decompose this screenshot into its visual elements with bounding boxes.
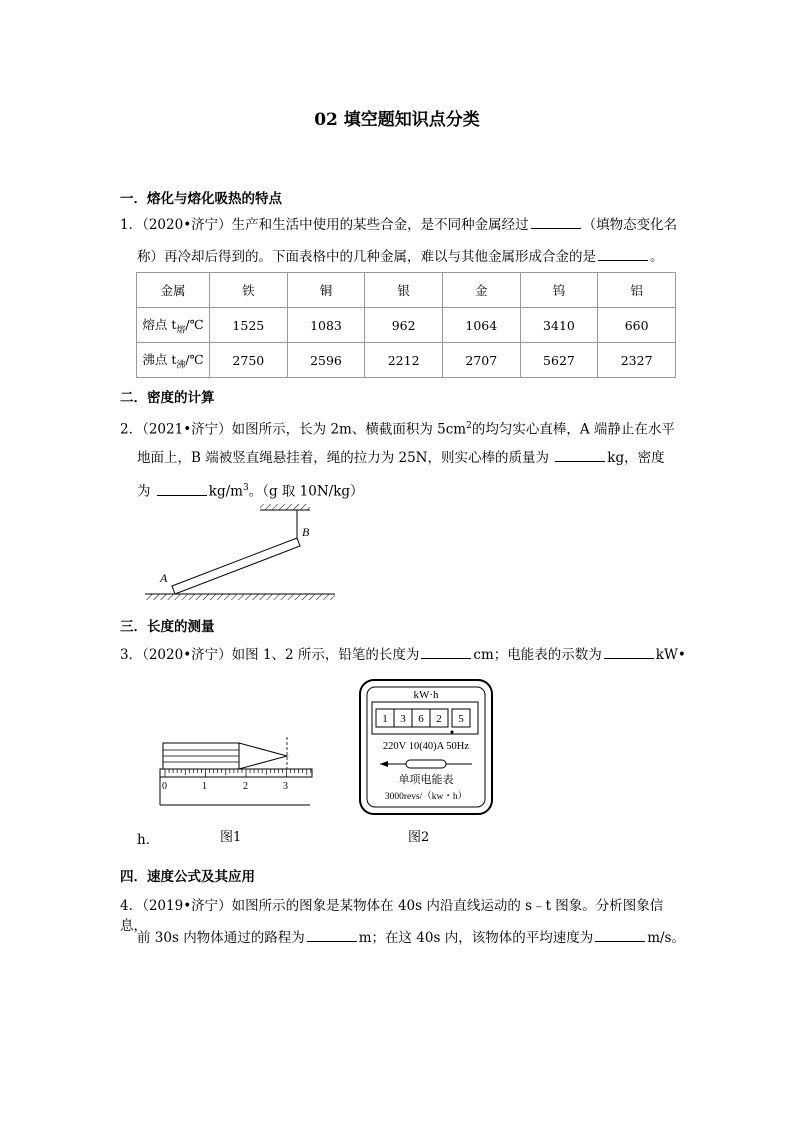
- figure-2-caption: 图2: [408, 830, 430, 845]
- ceiling-hatch: [260, 504, 310, 510]
- meter-digit: 5: [458, 713, 464, 725]
- table-header-row: [137, 273, 676, 308]
- meter-digit: 3: [400, 713, 406, 725]
- electric-meter-figure: [358, 678, 494, 816]
- question-1-line-2: [137, 247, 687, 267]
- table-header-cell: 金: [442, 273, 520, 308]
- q3-blank-length[interactable]: [421, 646, 471, 659]
- boiling-point-label: 沸点 $t_沸/℃$: [137, 343, 210, 378]
- label-b: B: [302, 525, 310, 539]
- meter-unit: kW·h: [413, 689, 439, 701]
- q3-blank-meter[interactable]: [604, 646, 654, 659]
- q2-sup-2: 2: [466, 421, 472, 431]
- ground-hatch: [145, 594, 335, 600]
- q1-text-d: 。: [650, 249, 664, 265]
- table-cell: 1083: [287, 308, 365, 343]
- table-cell: 2707: [442, 343, 520, 378]
- table-cell: 5627: [520, 343, 598, 378]
- meter-digit: 2: [436, 713, 442, 725]
- page-title: 02 填空题知识点分类: [314, 110, 480, 130]
- metal-properties-table: [136, 272, 676, 378]
- table-cell: 660: [598, 308, 676, 343]
- section-heading-density: 二．密度的计算: [120, 390, 215, 406]
- q2-text-e: 为: [137, 483, 151, 500]
- meter-name: 单项电能表: [398, 773, 454, 786]
- rod: [172, 538, 300, 594]
- table-cell: 962: [365, 308, 443, 343]
- label-a: A: [160, 571, 168, 585]
- pencil-tip: [239, 743, 287, 769]
- table-header-cell: 钨: [520, 273, 598, 308]
- table-header-cell: 铁: [210, 273, 288, 308]
- q4-blank-speed[interactable]: [595, 929, 645, 942]
- question-2-line-3: [137, 478, 687, 502]
- q1-text-b: （填物态变化名: [582, 217, 678, 233]
- q2-text-f: kg/m: [208, 483, 243, 500]
- ruler-label-0: 0: [162, 781, 167, 792]
- q1-text-a: 1．（2020•济宁）生产和生活中使用的某些合金，是不同种金属经过: [120, 217, 529, 233]
- q2-text-c: 地面上，B 端被竖直绳悬挂着，绳的拉力为 25N，则实心棒的质量为: [137, 450, 549, 466]
- q3-text-c: kW•: [655, 647, 686, 663]
- q1-text-c: 称）再冷却后得到的。下面表格中的几种金属，难以与其他金属形成合金的是: [137, 249, 596, 265]
- q2-text-a: 2．（2021•济宁）如图所示，长为 2m、横截面积为 5cm: [120, 421, 467, 438]
- q2-blank-mass[interactable]: [555, 449, 605, 462]
- table-cell: 1525: [210, 308, 288, 343]
- table-cell: 2750: [210, 343, 288, 378]
- pencil-ruler-figure: [155, 735, 315, 810]
- table-row-melting-point: [137, 308, 676, 343]
- ruler-label-2: 2: [243, 781, 248, 792]
- question-2-line-2: [137, 448, 687, 468]
- meter-spec: 220V 10(40)A 50Hz: [382, 741, 470, 752]
- table-cell: 2212: [365, 343, 443, 378]
- q1-blank-1[interactable]: [531, 216, 581, 229]
- table-cell: 3410: [520, 308, 598, 343]
- q4-text-a: 前 30s 内物体通过的路程为: [137, 930, 305, 946]
- section-heading-melting: 一．熔化与熔化吸热的特点: [120, 191, 282, 207]
- table-header-cell: 铝: [598, 273, 676, 308]
- table-header-cell: 金属: [137, 273, 210, 308]
- ruler: [160, 769, 312, 777]
- ruler-label-1: 1: [202, 781, 207, 792]
- q3-text-b: cm；电能表的示数为: [473, 647, 602, 663]
- ruler-label-3: 3: [283, 781, 288, 792]
- q2-text-d: kg，密度: [607, 450, 665, 466]
- section-heading-speed: 四．速度公式及其应用: [120, 869, 255, 885]
- q1-blank-2[interactable]: [598, 248, 648, 261]
- question-1-line-1: [120, 215, 680, 235]
- q2-text-b: 的均匀实心直棒，A 端静止在水平: [471, 421, 675, 438]
- table-cell: 2596: [287, 343, 365, 378]
- q2-blank-density[interactable]: [157, 483, 207, 496]
- table-cell: 2327: [598, 343, 676, 378]
- q2-text-g: 。（g 取 10N/kg）: [248, 483, 364, 500]
- q4-blank-distance[interactable]: [307, 929, 357, 942]
- meter-digit: 6: [418, 713, 424, 725]
- question-2-line-1: [120, 416, 680, 440]
- q2-sup-3: 3: [242, 483, 249, 493]
- question-4-line-2: [137, 928, 687, 948]
- figure-1-caption: 图1: [220, 830, 242, 845]
- table-header-cell: 铜: [287, 273, 365, 308]
- meter-digit: 1: [382, 713, 388, 725]
- table-cell: 1064: [442, 308, 520, 343]
- q4-text-c: m/s。: [647, 930, 685, 946]
- question-4-line-1: 4．（2019•济宁）如图所示的图象是某物体在 40s 内沿直线运动的 s﹣t 图象。分析图象信息，: [120, 898, 664, 934]
- table-header-cell: 银: [365, 273, 443, 308]
- melting-point-label: 熔点 $t_熔/℃$: [137, 308, 210, 343]
- rod-figure: [140, 500, 350, 610]
- q4-text-b: m；在这 40s 内，该物体的平均速度为: [358, 930, 594, 946]
- meter-revs: 3000revs/（kw・h）: [384, 792, 468, 802]
- section-heading-length: 三．长度的测量: [120, 619, 215, 635]
- q3-text-a: 3．（2020•济宁）如图 1、2 所示，铅笔的长度为: [120, 647, 420, 663]
- question-3-line-1: [120, 645, 690, 665]
- question-3-line-2: h．: [137, 832, 160, 848]
- table-row-boiling-point: [137, 343, 676, 378]
